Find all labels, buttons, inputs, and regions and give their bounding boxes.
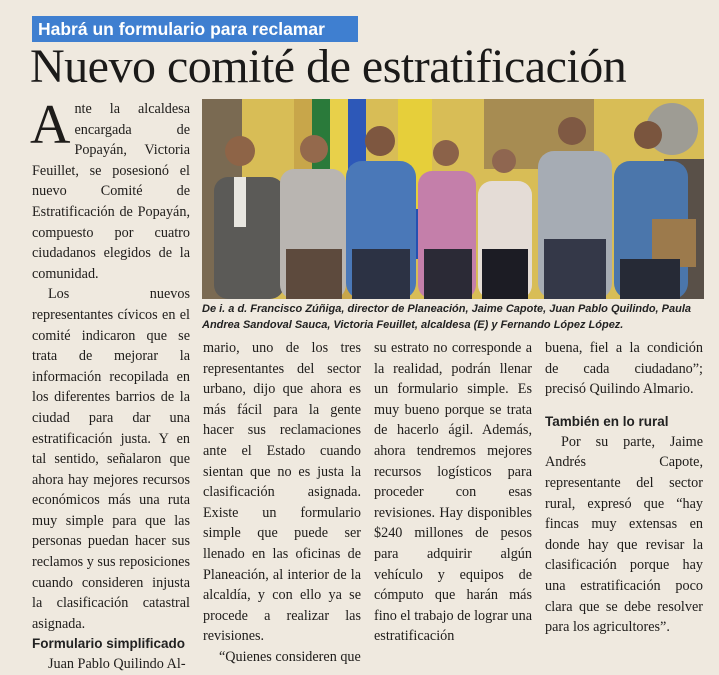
- headline: Nuevo comité de estratificación: [30, 40, 627, 93]
- paragraph: buena, fiel a la condición de cada ciudadano”; precisó Quilindo Almario.: [545, 340, 703, 398]
- paragraph: mario, uno de los tres representantes del sector urbano, dijo que ahora es más fácil para la gente hacer sus reclamaciones ante el Estado cuando sientan que no es justa la clasificación asignada. Existe un formulario simple que puede ser llenado en las oficinas de Planeación, al interior de la alcaldía, y con ello ya se procede a realizar las revisiones.: [203, 340, 361, 645]
- kicker-banner: [32, 16, 358, 42]
- kicker-text: Habrá un formulario para reclamar: [38, 19, 325, 39]
- group-photo-illustration: [202, 99, 704, 299]
- subhead-formulario: Formulario simplificado: [32, 636, 186, 652]
- drop-cap: A: [30, 94, 71, 156]
- lead-text: nte la alcaldesa encargada de Popayán, Victoria Feuillet, se posesionó el nuevo Comité de Estratificación de Popayán, compuesto por cuatro ciudadanos elegidos de la comunidad.: [32, 101, 190, 282]
- article-column-3: [374, 338, 532, 647]
- paragraph: su estrato no corresponde a la realidad, podrán llenar un formulario simple. Es muy bueno porque se trata de hacerlo ágil. Además, ahora tendremos mejores recursos logísticos para proceder con esas revisiones. Hay disponibles $240 millones de pesos para adquirir algún vehículo y equipos de cómputo que harán más fino el trabajo de lograr una estratificación: [374, 340, 532, 645]
- paragraph: Los nuevos representantes cívicos en el comité indicaron que se trata de mejorar la información recopilada en los diferentes barrios de la ciudad para dar una estratificación justa. Y en tal sentido, señalaron que ahora hay mejores recursos económicos más una ruta muy simple para que las personas puedan hacer sus reclamos y sus reposiciones cuando consideren injusta la clasificación catastral asignada.: [32, 286, 190, 632]
- article-column-4: [545, 338, 703, 638]
- article-column-2: [203, 338, 361, 668]
- subhead-rural: También en lo rural: [545, 413, 669, 429]
- paragraph: Por su parte, Jaime Andrés Capote, representante del sector rural, expresó que “hay fincas muy extensas en donde hay que revisar la clasificación porque hay una estratificación poco clara que se debe resolver para los agricultores”.: [545, 433, 703, 636]
- news-photo: [202, 99, 704, 299]
- photo-caption: De i. a d. Francisco Zúñiga, director de Planeación, Jaime Capote, Juan Pablo Quilindo, Paula Andrea Sandoval Sauca, Victoria Feuillet, alcaldesa (E) y Fernando López López.: [202, 303, 692, 331]
- lead-paragraph: [30, 94, 190, 284]
- paragraph: Juan Pablo Quilindo Al-: [48, 656, 186, 673]
- paragraph: “Quienes consideren que: [219, 648, 361, 665]
- article-column-1: [30, 94, 190, 675]
